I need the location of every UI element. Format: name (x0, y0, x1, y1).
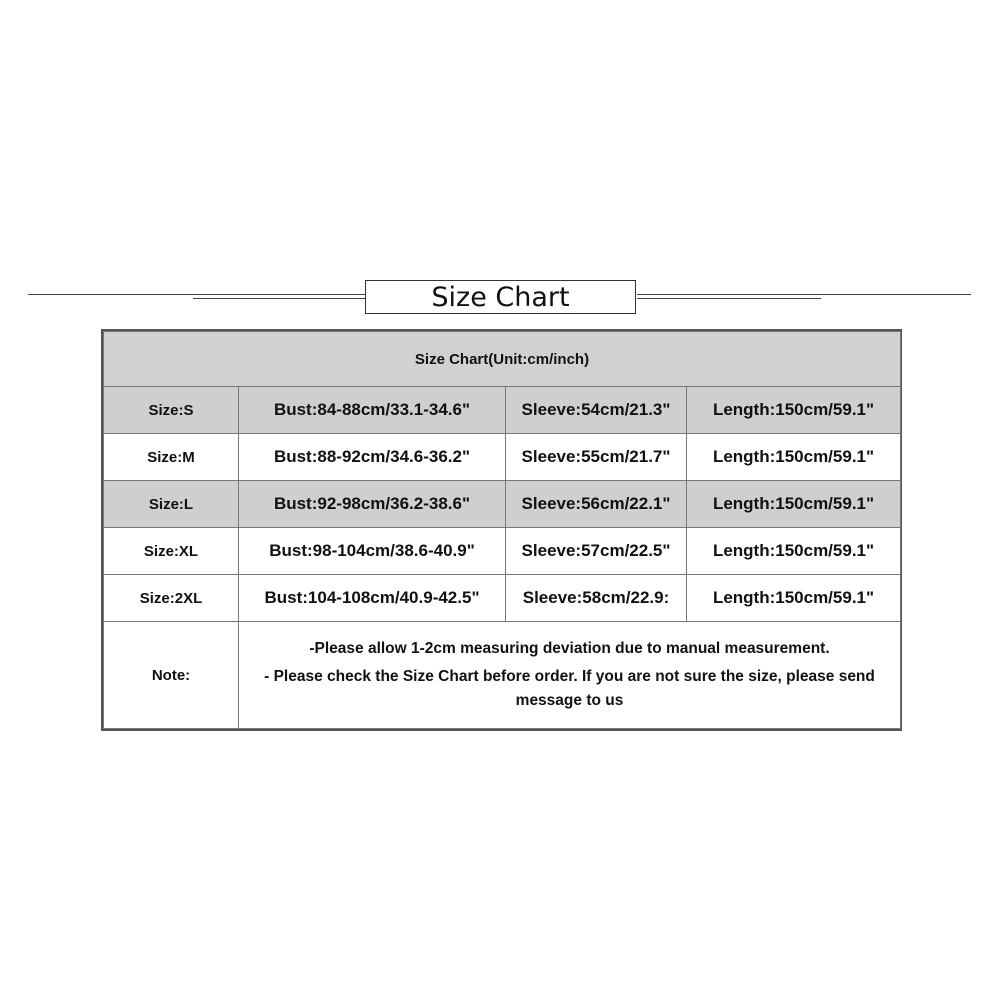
table-caption: Size Chart(Unit:cm/inch) (104, 332, 901, 387)
length-cell: Length:150cm/59.1" (687, 528, 901, 575)
note-label: Note: (104, 622, 239, 729)
divider-line (637, 298, 821, 299)
note-row (104, 622, 901, 729)
note-line: -Please allow 1-2cm measuring deviation due to manual measurement. (309, 640, 830, 657)
divider-line (637, 294, 971, 295)
sleeve-cell: Sleeve:57cm/22.5" (506, 528, 687, 575)
sleeve-cell: Sleeve:54cm/21.3" (506, 387, 687, 434)
length-cell: Length:150cm/59.1" (687, 575, 901, 622)
bust-cell: Bust:98-104cm/38.6-40.9" (239, 528, 506, 575)
sleeve-cell: Sleeve:55cm/21.7" (506, 434, 687, 481)
size-chart-table (101, 329, 902, 731)
bust-cell: Bust:88-92cm/34.6-36.2" (239, 434, 506, 481)
length-cell: Length:150cm/59.1" (687, 387, 901, 434)
bust-cell: Bust:104-108cm/40.9-42.5" (239, 575, 506, 622)
table-row (104, 387, 901, 434)
size-cell: Size:L (104, 481, 239, 528)
sleeve-cell: Sleeve:58cm/22.9: (506, 575, 687, 622)
length-cell: Length:150cm/59.1" (687, 481, 901, 528)
table-caption-row (104, 332, 901, 387)
length-cell: Length:150cm/59.1" (687, 434, 901, 481)
note-body (239, 622, 901, 729)
bust-cell: Bust:84-88cm/33.1-34.6" (239, 387, 506, 434)
divider-line (28, 294, 365, 295)
table-row (104, 528, 901, 575)
table-row (104, 434, 901, 481)
size-cell: Size:2XL (104, 575, 239, 622)
divider-line (193, 298, 365, 299)
size-cell: Size:M (104, 434, 239, 481)
size-cell: Size:S (104, 387, 239, 434)
page-title: Size Chart (365, 280, 636, 314)
table-row (104, 481, 901, 528)
size-cell: Size:XL (104, 528, 239, 575)
bust-cell: Bust:92-98cm/36.2-38.6" (239, 481, 506, 528)
note-line: - Please check the Size Chart before order. If you are not sure the size, please send message to us (264, 668, 875, 709)
table-row (104, 575, 901, 622)
header (0, 0, 1000, 330)
sleeve-cell: Sleeve:56cm/22.1" (506, 481, 687, 528)
